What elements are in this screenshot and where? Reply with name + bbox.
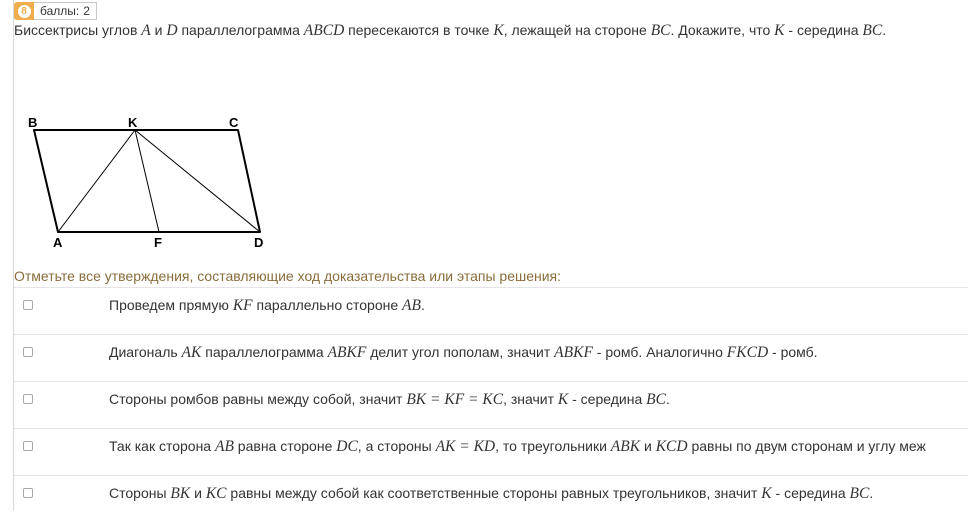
- option-4: [14, 428, 968, 475]
- option-4-checkbox[interactable]: [23, 441, 33, 451]
- option-4-text[interactable]: Так как сторона AB равна стороне DC, а стороны AK = KD, то треугольники ABK и KCD равны по двум сторонам и углу меж: [109, 438, 926, 455]
- score-value: 2: [83, 4, 90, 18]
- option-5-checkbox[interactable]: [23, 488, 33, 498]
- label-a: A: [53, 235, 63, 250]
- score-label: баллы:: [40, 4, 80, 18]
- answer-options: [14, 287, 968, 522]
- question-badge: [14, 2, 34, 20]
- question-number: 8: [18, 5, 31, 18]
- option-3-checkbox[interactable]: [23, 394, 33, 404]
- option-2-checkbox[interactable]: [23, 347, 33, 357]
- option-1: [14, 287, 968, 334]
- score-box: [34, 2, 97, 20]
- option-3-text[interactable]: Стороны ромбов равны между собой, значит BK = KF = KC, значит K - середина BC.: [109, 391, 670, 408]
- label-b: B: [28, 115, 38, 130]
- label-f: F: [154, 235, 162, 250]
- option-1-text[interactable]: Проведем прямую KF параллельно стороне AB.: [109, 297, 425, 314]
- option-2-text[interactable]: Диагональ AK параллелограмма ABKF делит угол пополам, значит ABKF - ромб. Аналогично FKCD - ромб.: [109, 344, 818, 361]
- option-3: [14, 381, 968, 428]
- segment-kf: [135, 130, 159, 232]
- label-c: C: [229, 115, 239, 130]
- question-text: Биссектрисы углов A и D параллелограмма ABCD пересекаются в точке K, лежащей на стороне BC. Докажите, что K - середина BC.: [14, 22, 887, 39]
- parallelogram-figure: [20, 108, 280, 258]
- option-5: [14, 475, 968, 522]
- option-1-checkbox[interactable]: [23, 300, 33, 310]
- option-5-text[interactable]: Стороны BK и KC равны между собой как соответственные стороны равных треугольников, значит K - середина BC.: [109, 485, 874, 502]
- question-header: [14, 1, 97, 21]
- label-d: D: [254, 235, 264, 250]
- instruction-text: Отметьте все утверждения, составляющие ход доказательства или этапы решения:: [14, 268, 562, 284]
- option-2: [14, 334, 968, 381]
- label-k: K: [128, 115, 138, 130]
- bisector-ak: [58, 130, 135, 232]
